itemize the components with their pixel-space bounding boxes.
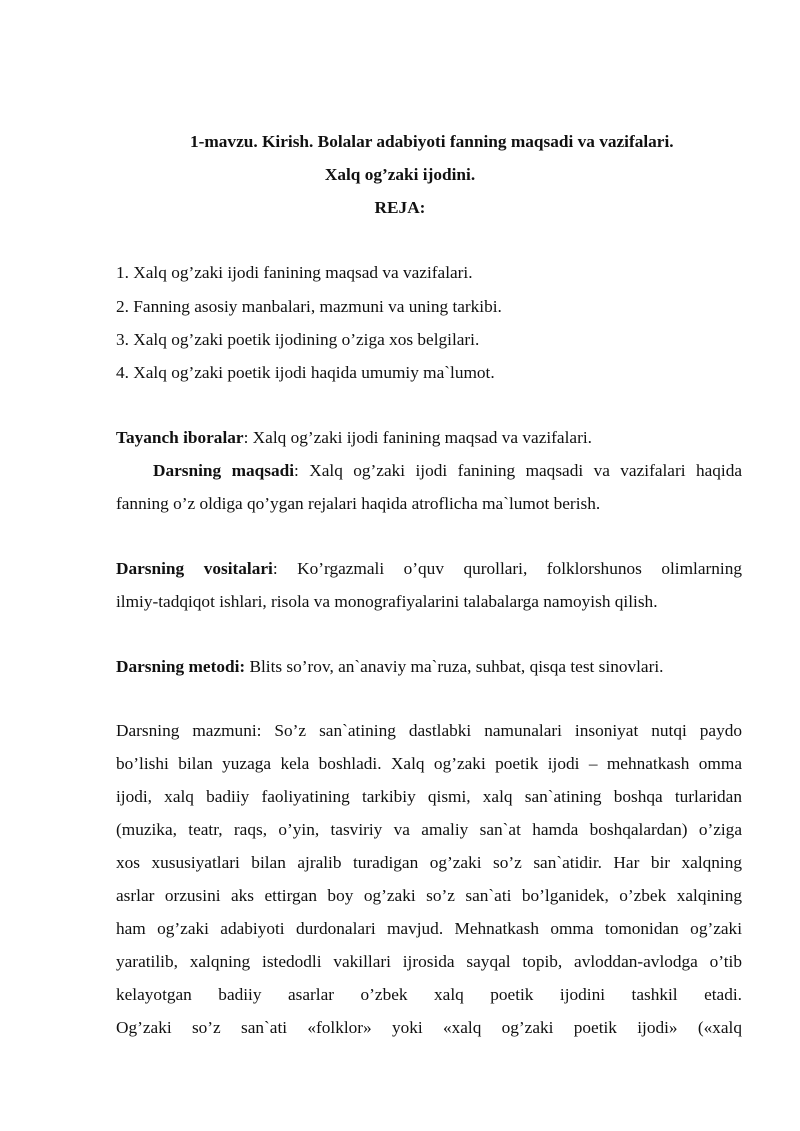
lesson-goal-continuation: fanning o’z oldiga qo’ygan rejalari haqida atroflicha ma`lumot berish. (116, 494, 601, 513)
lesson-method (116, 656, 663, 678)
content-line: (muzika, teatr, raqs, o’yin, tasviriy va amaliy san`at hamda boshqalardan) o’ziga (116, 820, 742, 839)
content-line: yaratilib, xalqning istedodli vakillari ijrosida sayqal topib, avloddan-avlodga o’tib (116, 952, 742, 971)
plan-heading: REJA: (374, 198, 426, 217)
lesson-tools-label: Darsning vositalari (116, 559, 273, 578)
lesson-goal-text: : Xalq og’zaki ijodi fanining maqsadi va vazifalari haqida (294, 461, 743, 480)
content-line: Og’zaki so’z san`ati «folklor» yoki «xalq og’zaki poetik ijodi» («xalq (116, 1018, 742, 1037)
plan-item: 1. Xalq og’zaki ijodi fanining maqsad va vazifalari. (116, 263, 473, 282)
content-line: asrlar orzusini aks ettirgan boy og’zaki so’z san`ati bo’lganidek, o’zbek xalqining (116, 886, 742, 905)
lesson-method-label: Darsning metodi: (116, 657, 246, 676)
content-line: ham og’zaki adabiyoti durdonalari mavjud. Mehnatkash omma tomonidan og’zaki (116, 919, 742, 938)
key-phrases-text: : Xalq og’zaki ijodi fanining maqsad va vazifalari. (243, 428, 592, 447)
content-line: bo’lishi bilan yuzaga kela boshladi. Xalq og’zaki poetik ijodi – mehnatkash omma (116, 754, 742, 773)
content-line: kelayotgan badiiy asarlar o’zbek xalq poetik ijodini tashkil etadi. (116, 985, 742, 1004)
lesson-goal (153, 460, 742, 482)
plan-item: 3. Xalq og’zaki poetik ijodining o’ziga xos belgilari. (116, 330, 480, 349)
plan-item: 4. Xalq og’zaki poetik ijodi haqida umumiy ma`lumot. (116, 363, 495, 382)
lesson-tools-continuation: ilmiy-tadqiqot ishlari, risola va monografiyalarini talabalarga namoyish qilish. (116, 592, 658, 611)
key-phrases-label: Tayanch iboralar (116, 428, 244, 447)
content-line: xos xususiyatlari bilan ajralib turadigan og’zaki so’z san`atidir. Har bir xalqning (116, 853, 742, 872)
lesson-goal-label: Darsning maqsadi (153, 461, 295, 480)
lesson-method-text: Blits so’rov, an`anaviy ma`ruza, suhbat, qisqa test sinovlari. (245, 657, 664, 676)
key-phrases (116, 427, 592, 449)
content-line: Darsning mazmuni: So’z san`atining dastlabki namunalari insoniyat nutqi paydo (116, 721, 742, 740)
lesson-tools-text: : Ko’rgazmali o’quv qurollari, folklorshunos olimlarning (272, 559, 742, 578)
plan-item: 2. Fanning asosiy manbalari, mazmuni va uning tarkibi. (116, 297, 502, 316)
lesson-tools (116, 558, 742, 580)
document-subtitle: Xalq og’zaki ijodini. (324, 165, 476, 184)
content-line: ijodi, xalq badiiy faoliyatining tarkibiy qismi, xalq san`atining boshqa turlaridan (116, 787, 742, 806)
document-title: 1-mavzu. Kirish. Bolalar adabiyoti fanning maqsadi va vazifalari. (190, 132, 674, 151)
